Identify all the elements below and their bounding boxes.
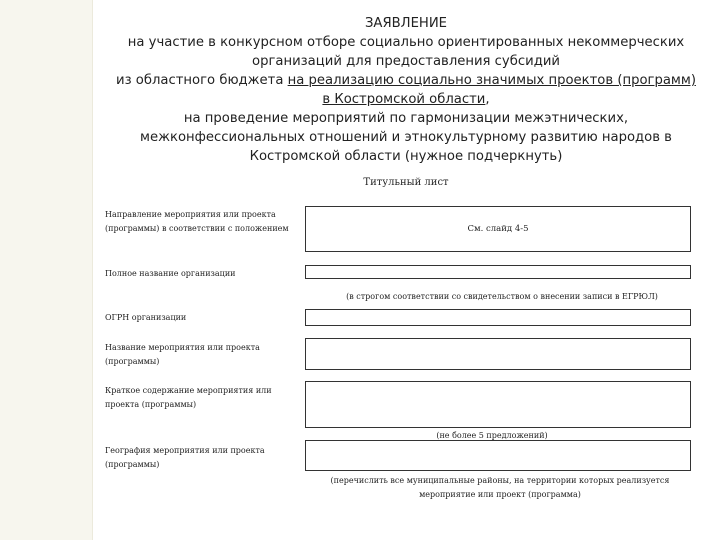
heading-line: организаций для предоставления субсидий bbox=[252, 54, 560, 69]
heading-option-region: в Костромской области bbox=[322, 92, 486, 107]
label-line: проекта (программы) bbox=[105, 400, 197, 409]
title-page-subtitle: Титульный лист bbox=[363, 177, 449, 188]
label-line: Краткое содержание мероприятия или bbox=[105, 386, 272, 395]
heading-option-projects: на реализацию социально значимых проектов (программ) bbox=[287, 73, 696, 88]
left-decorative-stripe bbox=[0, 0, 93, 540]
heading-line: Костромской области (нужное подчеркнуть) bbox=[249, 149, 563, 164]
org-name-field[interactable] bbox=[305, 265, 691, 279]
direction-label bbox=[105, 208, 289, 236]
label-line: Название мероприятия или проекта bbox=[105, 343, 260, 352]
heading-line: на проведение мероприятий по гармонизации межэтнических, bbox=[183, 111, 629, 126]
heading-text: , bbox=[485, 92, 490, 107]
ogrn-field[interactable] bbox=[305, 309, 691, 326]
direction-value: См. слайд 4-5 bbox=[467, 224, 529, 234]
label-line: География мероприятия или проекта bbox=[105, 446, 265, 455]
label-line: Направление мероприятия или проекта bbox=[105, 210, 276, 219]
heading-text: из областного бюджета bbox=[116, 73, 288, 88]
summary-field[interactable] bbox=[305, 381, 691, 428]
heading-line bbox=[92, 71, 720, 90]
heading-line bbox=[92, 90, 720, 109]
label-line: (программы) в соответствии с положением bbox=[105, 224, 289, 233]
event-name-field[interactable] bbox=[305, 338, 691, 370]
label-line: (программы) bbox=[105, 460, 160, 469]
application-heading bbox=[92, 14, 720, 166]
label-line: (программы) bbox=[105, 357, 160, 366]
org-name-note: (в строгом соответствии со свидетельством о внесении записи в ЕГРЮЛ) bbox=[346, 292, 658, 301]
note-line: мероприятие или проект (программа) bbox=[419, 490, 581, 499]
event-name-label bbox=[105, 341, 260, 369]
note-line: (перечислить все муниципальные районы, на территории которых реализуется bbox=[330, 476, 670, 485]
heading-title: ЗАЯВЛЕНИЕ bbox=[364, 16, 448, 31]
application-page bbox=[92, 0, 720, 540]
ogrn-label: ОГРН организации bbox=[105, 313, 187, 322]
geography-note bbox=[310, 474, 690, 502]
heading-line: межконфессиональных отношений и этнокультурному развитию народов в bbox=[140, 130, 672, 145]
direction-field[interactable] bbox=[305, 206, 691, 252]
geography-field[interactable] bbox=[305, 440, 691, 471]
summary-note: (не более 5 предложений) bbox=[436, 431, 548, 440]
org-name-label: Полное название организации bbox=[105, 269, 236, 278]
heading-line: на участие в конкурсном отборе социально ориентированных некоммерческих bbox=[127, 35, 685, 50]
summary-label bbox=[105, 384, 272, 412]
geography-label bbox=[105, 444, 265, 472]
